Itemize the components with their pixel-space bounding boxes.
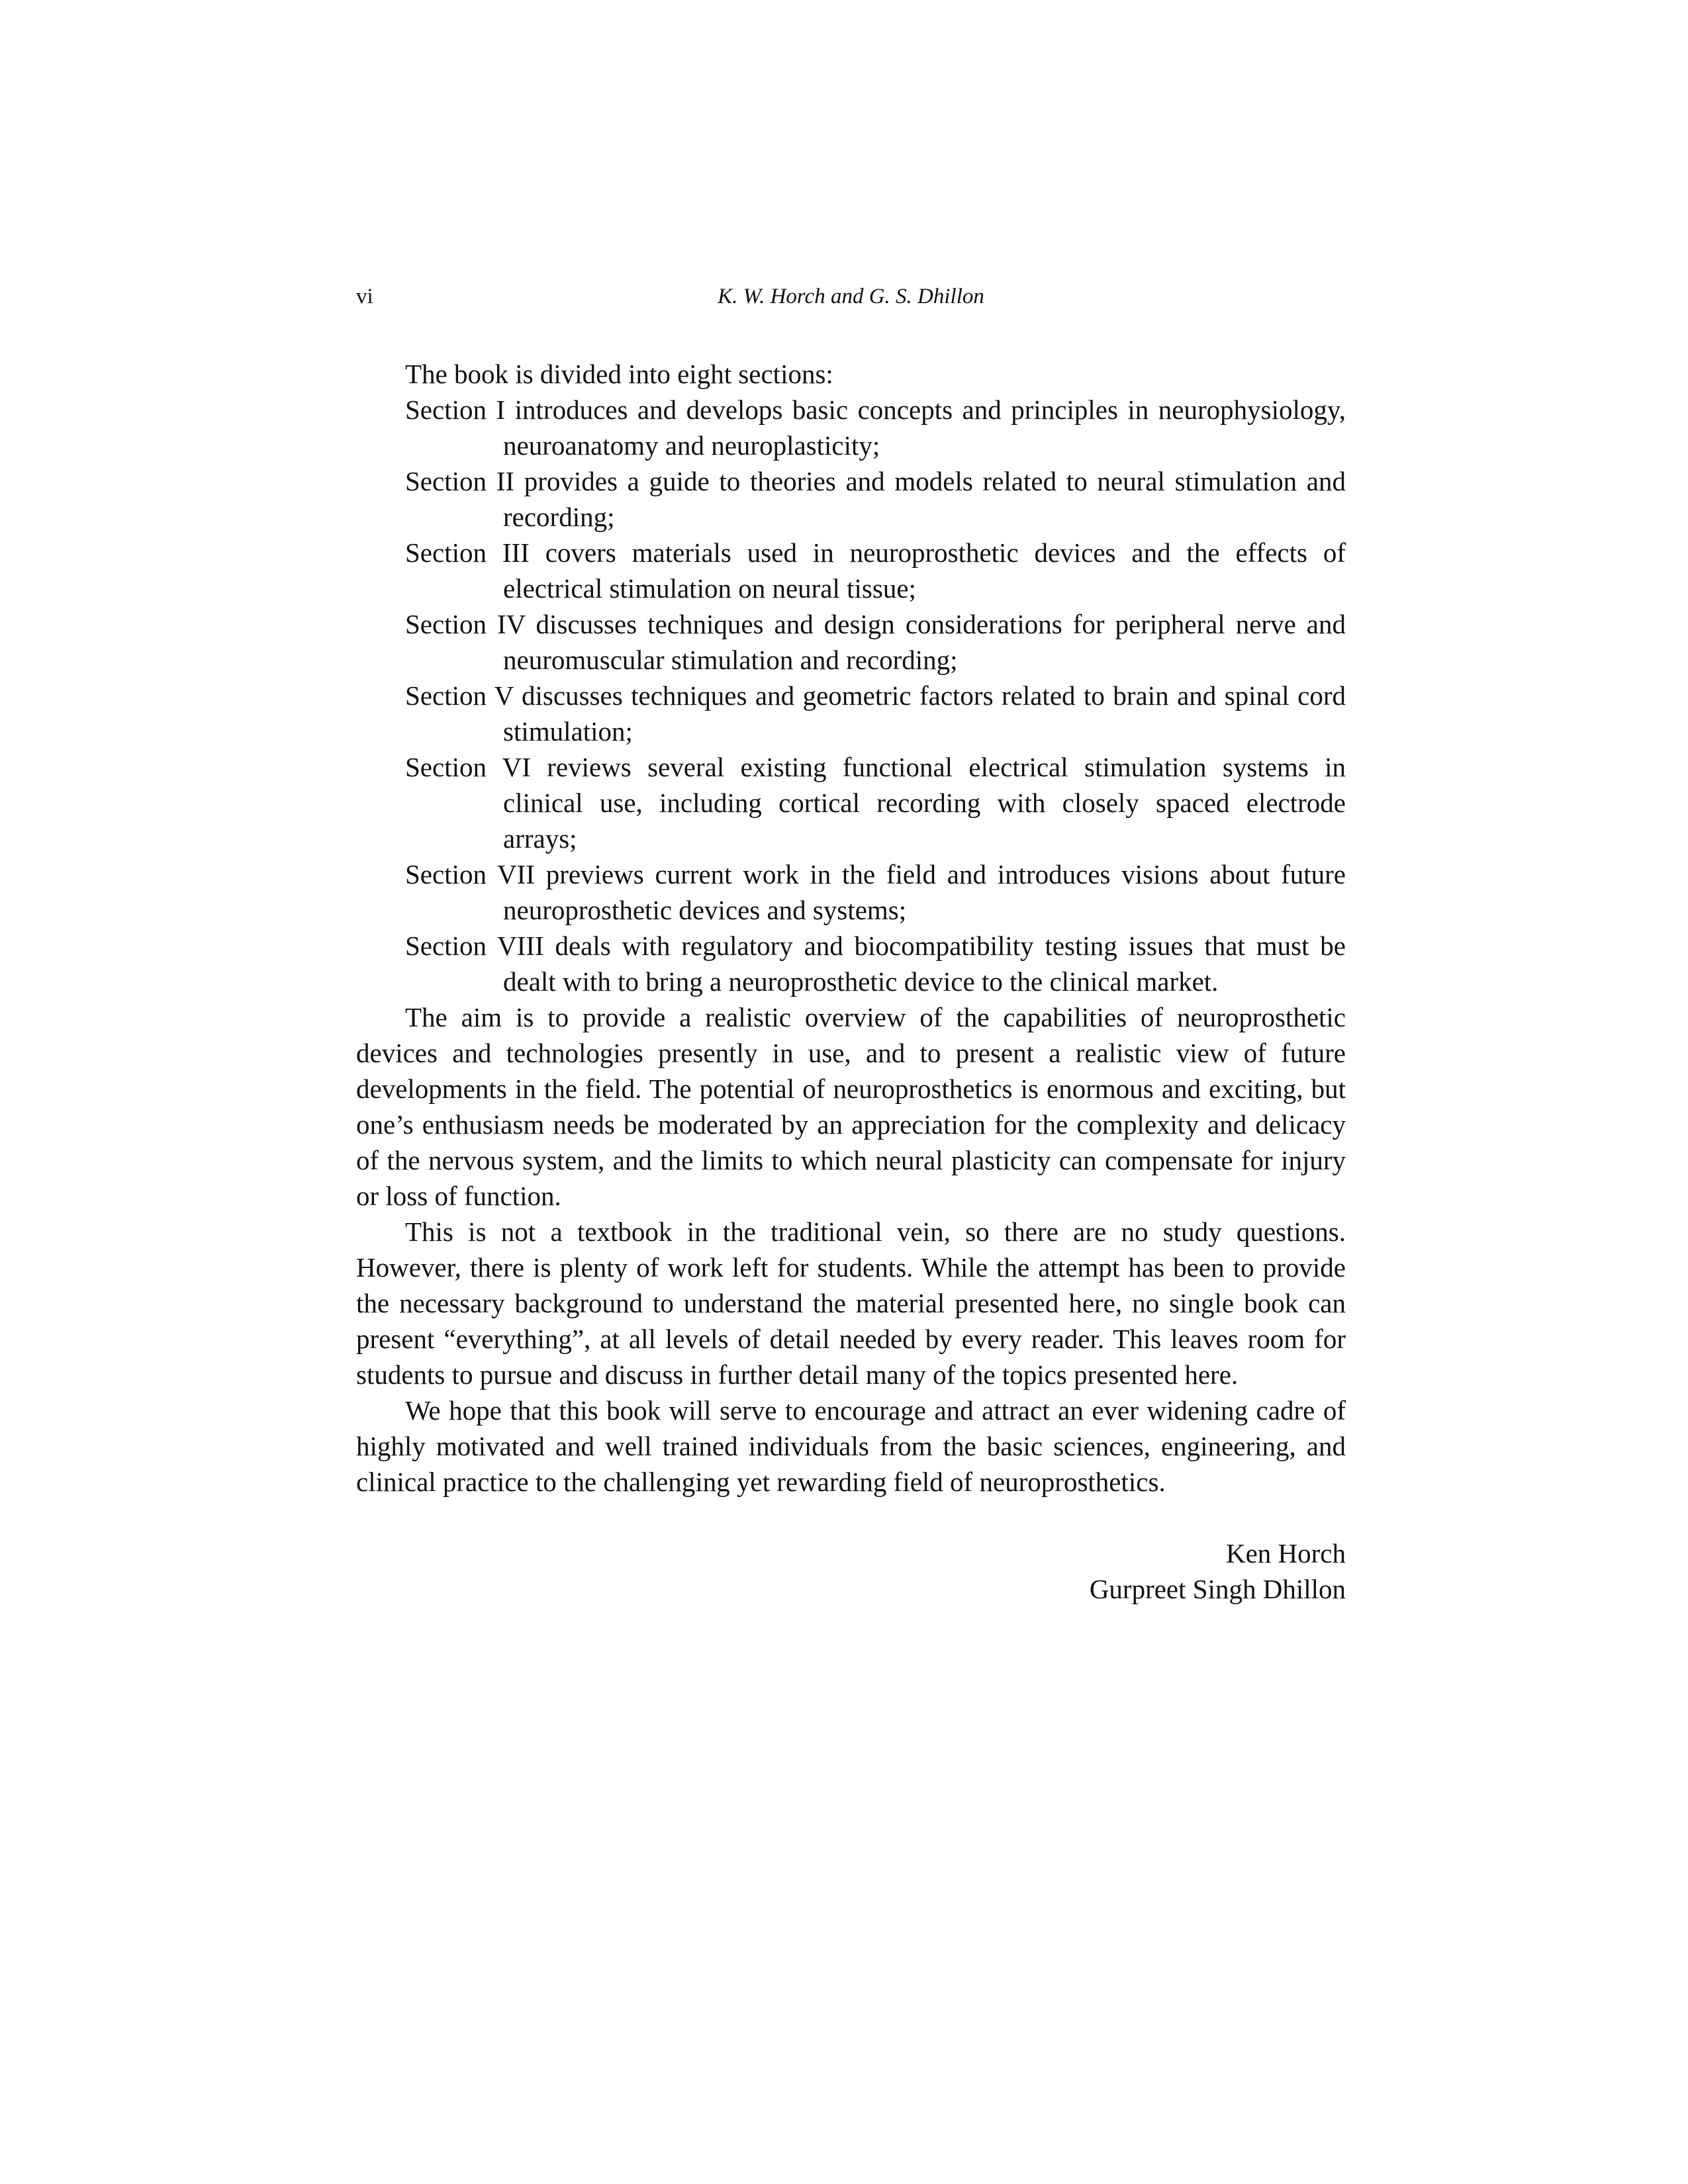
- section-item: Section VI reviews several existing functional electrical stimulation systems in clinical use, including cortical recording with closely spaced electrode arrays;: [405, 752, 1346, 854]
- signature-block: [356, 1535, 1346, 1607]
- section-item: Section VII previews current work in the field and introduces visions about future neuroprosthetic devices and systems;: [405, 859, 1346, 925]
- section-item: Section VIII deals with regulatory and biocompatibility testing issues that must be dealt with to bring a neuroprosthetic device to the clinical market.: [405, 931, 1346, 997]
- section-item: Section II provides a guide to theories and models related to neural stimulation and recording;: [405, 466, 1346, 532]
- author-signature: Ken Horch: [1225, 1538, 1346, 1569]
- body-paragraph: The aim is to provide a realistic overview of the capabilities of neuroprosthetic devices and technologies presently in use, and to present a realistic view of future developments in the field. The potential of neuroprosthetics is enormous and exciting, but one’s enthusiasm needs be moderated by an appreciation for the complexity and delicacy of the nervous system, and the limits to which neural plasticity can compensate for injury or loss of function.: [356, 1002, 1346, 1211]
- body-paragraph: This is not a textbook in the traditional vein, so there are no study questions. However, there is plenty of work left for students. While the attempt has been to provide the necessary background to understand the material presented here, no single book can present “everything”, at all levels of detail needed by every reader. This leaves room for students to pursue and discuss in further detail many of the topics presented here.: [356, 1216, 1346, 1390]
- section-item: Section IV discusses techniques and design considerations for peripheral nerve and neuromuscular stimulation and recording;: [405, 609, 1346, 675]
- section-list: [356, 392, 1346, 999]
- body-paragraph: We hope that this book will serve to encourage and attract an ever widening cadre of highly motivated and well trained individuals from the basic sciences, engineering, and clinical practice to the challenging yet rewarding field of neuroprosthetics.: [356, 1395, 1346, 1497]
- author-signature: Gurpreet Singh Dhillon: [1089, 1574, 1346, 1604]
- section-item: Section III covers materials used in neuroprosthetic devices and the effects of electrical stimulation on neural tissue;: [405, 537, 1346, 604]
- section-item: Section V discusses techniques and geometric factors related to brain and spinal cord stimulation;: [405, 680, 1346, 747]
- section-item: Section I introduces and develops basic concepts and principles in neurophysiology, neuroanatomy and neuroplasticity;: [405, 394, 1346, 461]
- running-head: K. W. Horch and G. S. Dhillon: [718, 285, 984, 308]
- page-body: [356, 356, 1346, 1607]
- page-header: [356, 283, 1346, 323]
- page-number: vi: [356, 285, 373, 308]
- intro-line: The book is divided into eight sections:: [405, 359, 833, 389]
